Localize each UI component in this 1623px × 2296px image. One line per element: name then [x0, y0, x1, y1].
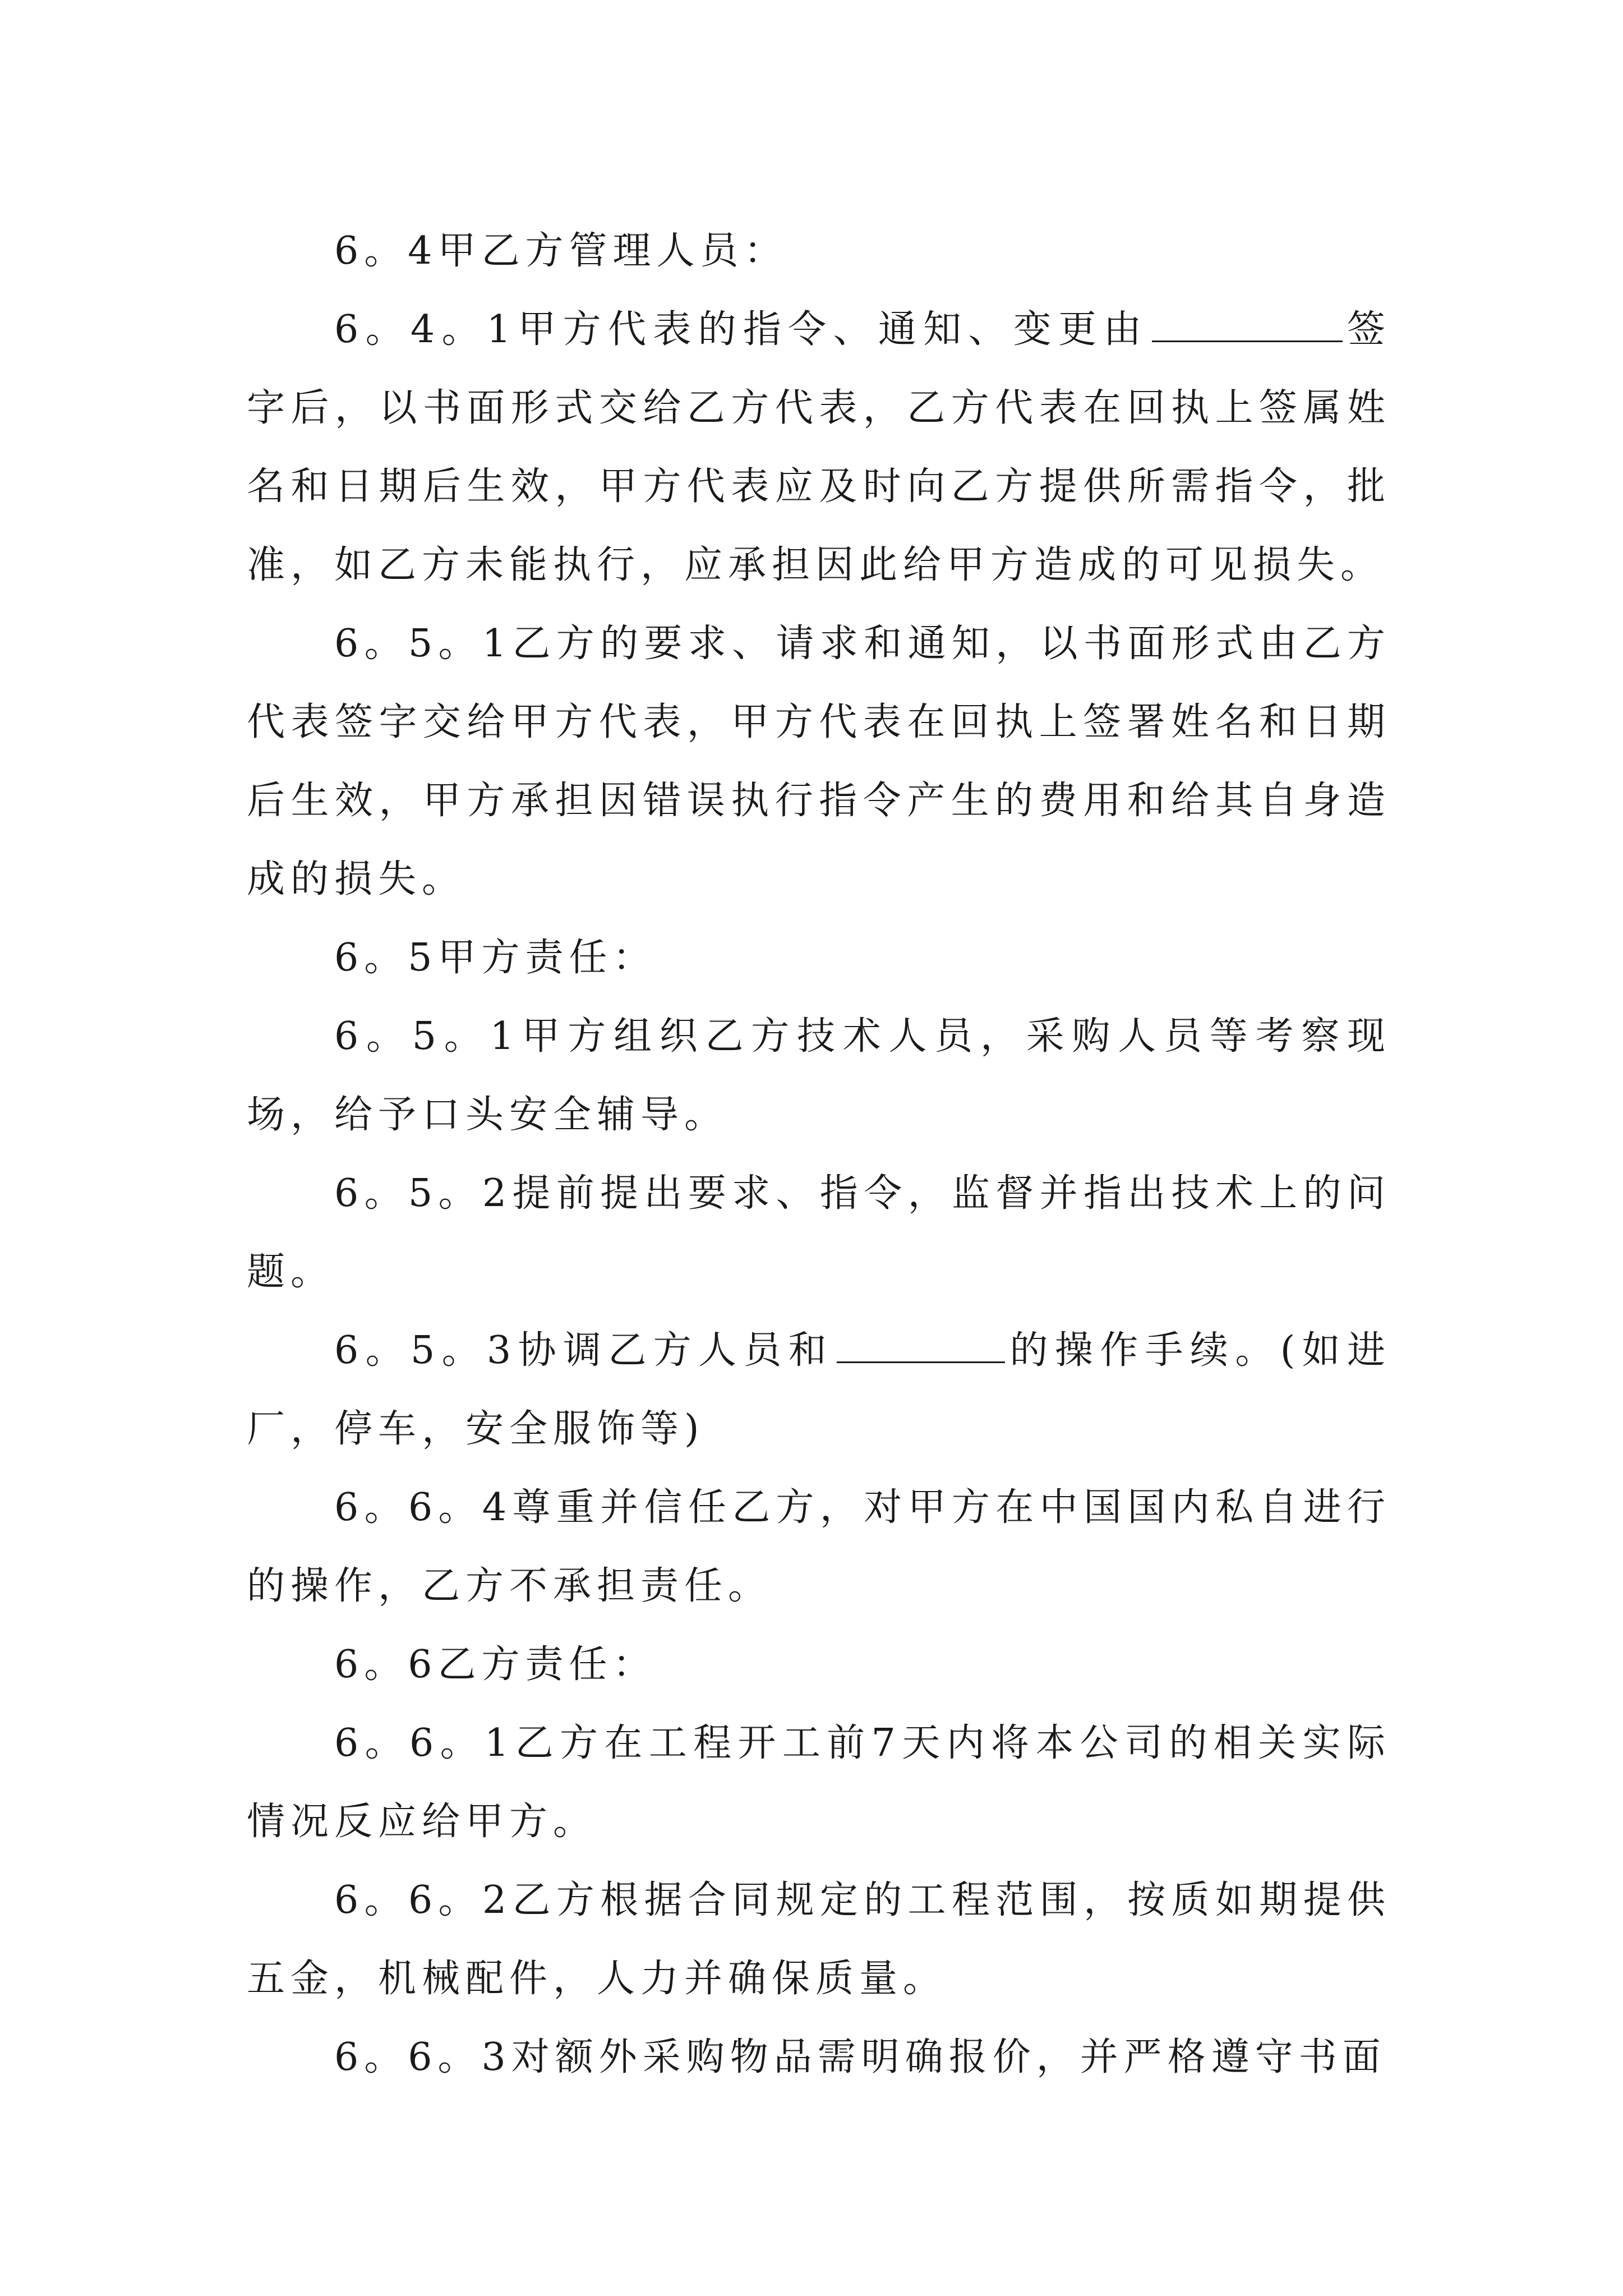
- paragraph-6-5-1-party-b-requests: 6。5。1乙方的要求、请求和通知，以书面形式由乙方代表签字交给甲方代表，甲方代表在回执上签署姓名和日期后生效，甲方承担因错误执行指令产生的费用和给其自身造成的损失。: [247, 622, 1391, 901]
- paragraph-6-6-2: 6。6。2乙方根据合同规定的工程范围，按质如期提供五金，机械配件，人力并确保质量。: [247, 1878, 1391, 2001]
- fill-in-blank: [837, 1329, 1005, 1363]
- paragraph-6-6-heading: 6。6乙方责任：: [334, 1642, 657, 1687]
- paragraph-text-before-blank: 6。4。1甲方代表的指令、通知、变更由: [334, 307, 1149, 352]
- paragraph-6-4-heading: 6。4甲乙方管理人员：: [334, 229, 788, 273]
- paragraph-6-6-1: 6。6。1乙方在工程开工前7天内将本公司的相关实际情况反应给甲方。: [247, 1721, 1391, 1844]
- paragraph-6-6-3: 6。6。3对额外采购物品需明确报价，并严格遵守书面: [334, 2035, 1386, 2079]
- paragraph-6-6-4: 6。6。4尊重并信任乙方，对甲方在中国国内私自进行的操作，乙方不承担责任。: [247, 1485, 1391, 1608]
- paragraph-text-before-blank: 6。5。3协调乙方人员和: [334, 1328, 834, 1373]
- document-body: [247, 212, 1391, 2097]
- paragraph-6-5-heading: 6。5甲方责任：: [334, 936, 657, 980]
- paragraph-text-after-blank: 签字后，以书面形式交给乙方代表，乙方代表在回执上签属姓名和日期后生效，甲方代表应及时向乙方提供所需指令，批准，如乙方未能执行，应承担因此给甲方造成的可见损失。: [247, 307, 1391, 587]
- paragraph-6-5-1: 6。5。1甲方组织乙方技术人员，采购人员等考察现场，给予口头安全辅导。: [247, 1014, 1391, 1137]
- paragraph-6-5-2: 6。5。2提前提出要求、指令，监督并指出技术上的问题。: [247, 1171, 1391, 1294]
- paragraph-text-after-blank: 的操作手续。(如进厂，停车，安全服饰等): [247, 1328, 1391, 1451]
- paragraph-6-5-3: [247, 1312, 1391, 1469]
- paragraph-6-4-1: [247, 291, 1391, 605]
- fill-in-blank: [1152, 308, 1343, 342]
